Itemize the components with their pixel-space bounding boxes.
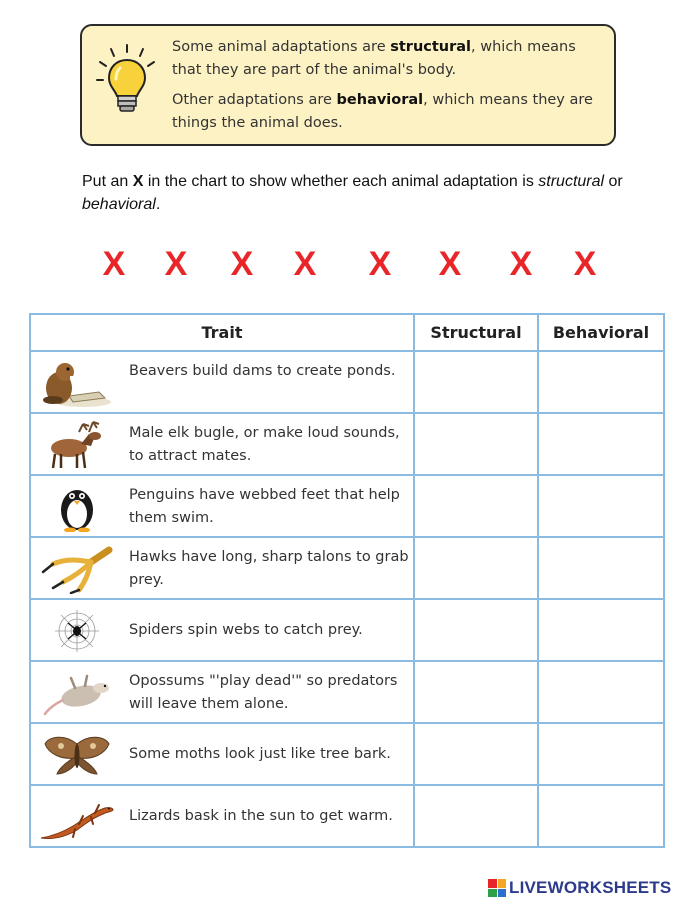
trait-cell: [30, 537, 414, 599]
structural-answer-cell[interactable]: [414, 723, 538, 785]
draggable-x-mark[interactable]: X: [230, 245, 254, 283]
behavioral-answer-cell[interactable]: [538, 413, 664, 475]
behavioral-definition: Other adaptations are behavioral, which means they are things the animal does.: [172, 92, 593, 131]
trait-cell: [30, 599, 414, 661]
lightbulb-icon: [96, 44, 156, 124]
behavioral-answer-cell[interactable]: [538, 599, 664, 661]
header-row: [30, 314, 664, 351]
behavioral-answer-cell[interactable]: [538, 475, 664, 537]
structural-answer-cell[interactable]: [414, 599, 538, 661]
table-row: [30, 537, 664, 599]
table-row: [30, 351, 664, 413]
spider-web-icon: [39, 606, 115, 656]
draggable-x-mark[interactable]: X: [438, 245, 462, 283]
behavioral-answer-cell[interactable]: [538, 723, 664, 785]
structural-keyword: structural: [390, 39, 472, 55]
table-row: [30, 785, 664, 847]
lizard-icon: [39, 792, 115, 842]
trait-text: Hawks have long, sharp talons to grab prey.: [129, 549, 409, 588]
instructions: Put an X in the chart to show whether each animal adaptation is structural or behavioral.: [82, 173, 623, 213]
trait-text: Male elk bugle, or make loud sounds, to attract mates.: [129, 425, 400, 464]
behavioral-answer-cell[interactable]: [538, 537, 664, 599]
behavioral-header: Behavioral: [538, 314, 664, 351]
draggable-x-mark[interactable]: X: [509, 245, 533, 283]
tip-text: [172, 36, 602, 135]
penguin-icon: [39, 482, 115, 532]
trait-text: Spiders spin webs to catch prey.: [129, 622, 363, 638]
draggable-x-mark[interactable]: X: [368, 245, 392, 283]
draggable-x-mark[interactable]: X: [293, 245, 317, 283]
table-row: [30, 475, 664, 537]
trait-text: Beavers build dams to create ponds.: [129, 363, 396, 379]
structural-definition: Some animal adaptations are structural, which means that they are part of the animal's body.: [172, 39, 576, 78]
trait-cell: [30, 661, 414, 723]
trait-cell: [30, 351, 414, 413]
table-row: [30, 661, 664, 723]
structural-answer-cell[interactable]: [414, 785, 538, 847]
trait-header: Trait: [30, 314, 414, 351]
logo-squares-icon: [488, 879, 506, 897]
structural-answer-cell[interactable]: [414, 351, 538, 413]
trait-cell: [30, 475, 414, 537]
behavioral-answer-cell[interactable]: [538, 351, 664, 413]
trait-cell: [30, 785, 414, 847]
structural-header: Structural: [414, 314, 538, 351]
logo-text: LIVEWORKSHEETS: [509, 878, 672, 897]
moth-icon: [39, 730, 115, 780]
trait-text: Lizards bask in the sun to get warm.: [129, 808, 393, 824]
structural-answer-cell[interactable]: [414, 661, 538, 723]
table-row: [30, 599, 664, 661]
structural-answer-cell[interactable]: [414, 537, 538, 599]
trait-cell: [30, 723, 414, 785]
beaver-icon: [39, 358, 115, 408]
behavioral-keyword: behavioral: [336, 92, 424, 108]
draggable-x-mark[interactable]: X: [164, 245, 188, 283]
elk-icon: [39, 420, 115, 470]
adaptation-chart: [29, 313, 665, 848]
opossum-icon: [39, 668, 115, 718]
hawk-talon-icon: [39, 544, 115, 594]
draggable-x-mark[interactable]: X: [573, 245, 597, 283]
structural-answer-cell[interactable]: [414, 413, 538, 475]
tip-box: [80, 24, 616, 146]
trait-cell: [30, 413, 414, 475]
trait-text: Penguins have webbed feet that help them swim.: [129, 487, 400, 526]
trait-text: Opossums "'play dead'" so predators will leave them alone.: [129, 673, 398, 712]
table-row: [30, 413, 664, 475]
table-row: [30, 723, 664, 785]
trait-text: Some moths look just like tree bark.: [129, 746, 391, 762]
behavioral-answer-cell[interactable]: [538, 661, 664, 723]
behavioral-answer-cell[interactable]: [538, 785, 664, 847]
draggable-x-mark[interactable]: X: [102, 245, 126, 283]
liveworksheets-logo: [488, 876, 671, 900]
structural-answer-cell[interactable]: [414, 475, 538, 537]
